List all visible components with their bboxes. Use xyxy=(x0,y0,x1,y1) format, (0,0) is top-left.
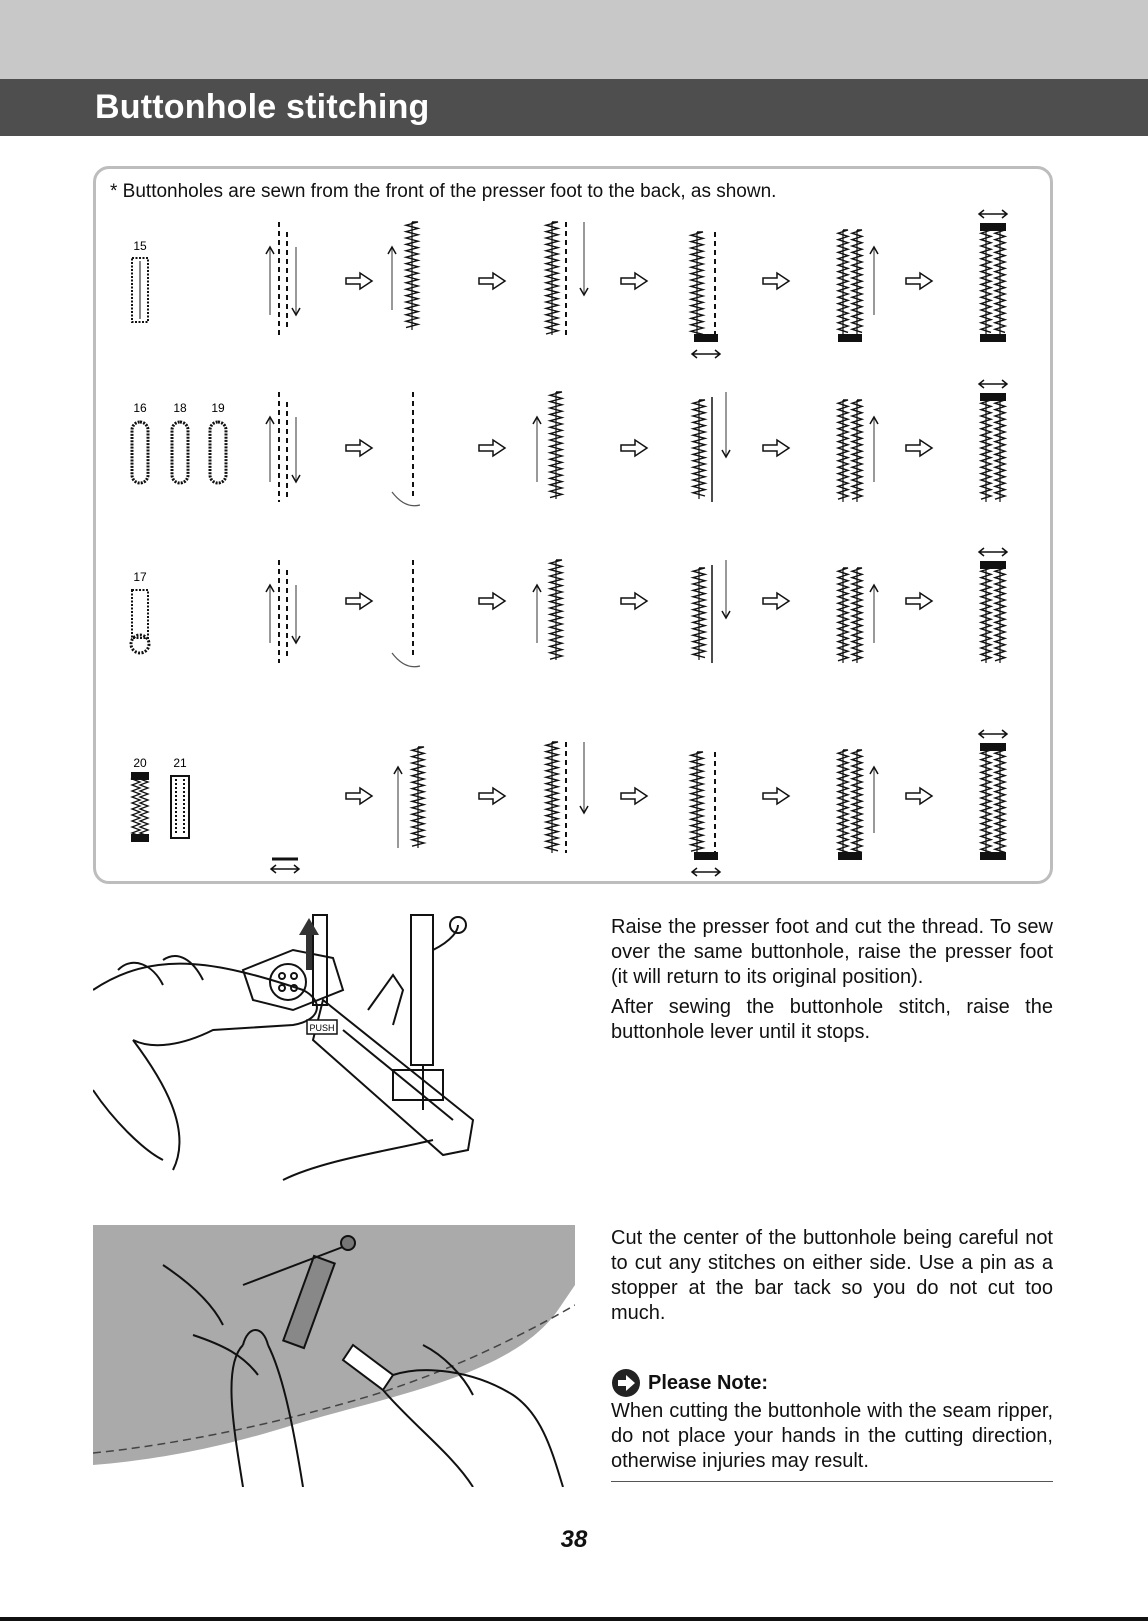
buttonhole-pattern-icon xyxy=(210,422,226,483)
pattern-number: 20 xyxy=(133,756,147,770)
next-step-arrow-icon xyxy=(346,593,372,609)
page-title: Buttonhole stitching xyxy=(95,88,430,126)
pattern-number: 19 xyxy=(211,401,225,415)
paragraph: After sewing the buttonhole stitch, raise the buttonhole lever until it stops. xyxy=(611,996,1053,1043)
buttonhole-pattern-icon xyxy=(132,422,148,483)
push-label: PUSH xyxy=(309,1023,335,1033)
needle-bar xyxy=(411,915,433,1065)
pattern-number: 15 xyxy=(133,239,147,253)
width-arrow-icon xyxy=(979,730,1007,738)
pattern-number: 17 xyxy=(133,570,147,584)
pattern-number: 16 xyxy=(133,401,147,415)
hand xyxy=(93,964,317,1046)
bar-tack xyxy=(838,334,862,342)
bar-tack xyxy=(131,772,149,780)
buttonhole-pattern-icon xyxy=(172,422,188,483)
next-step-arrow-icon xyxy=(346,273,372,289)
next-step-arrow-icon xyxy=(763,593,789,609)
bar-tack xyxy=(980,334,1006,342)
next-step-arrow-icon xyxy=(479,440,505,456)
page-number: 38 xyxy=(560,1526,588,1553)
bar-tack xyxy=(980,852,1006,860)
width-arrow-icon xyxy=(271,865,299,873)
next-step-arrow-icon xyxy=(763,273,789,289)
footer-rule xyxy=(0,1617,1148,1621)
pattern-number: 18 xyxy=(173,401,187,415)
presser-foot-illustration xyxy=(93,910,503,1200)
panel-note: * Buttonholes are sewn from the front of the presser foot to the back, as shown. xyxy=(110,181,777,202)
note-divider xyxy=(611,1481,1053,1482)
up-arrow-icon xyxy=(299,918,319,970)
next-step-arrow-icon xyxy=(906,273,932,289)
next-step-arrow-icon xyxy=(479,273,505,289)
note-heading-text: Please Note: xyxy=(648,1371,769,1394)
buttonhole-pattern-icon xyxy=(171,776,189,838)
pattern-number: 21 xyxy=(173,756,187,770)
next-step-arrow-icon xyxy=(906,440,932,456)
bar-tack xyxy=(838,852,862,860)
curve-arrow xyxy=(392,492,420,506)
note-body: When cutting the buttonhole with the seam ripper, do not place your hands in the cutting direction, otherwise injuries may result. xyxy=(611,1400,1053,1472)
bar-tack xyxy=(694,852,718,860)
next-step-arrow-icon xyxy=(479,788,505,804)
buttonhole-pattern-icon xyxy=(132,590,148,638)
note-heading xyxy=(611,1368,768,1398)
arrow-circle-icon xyxy=(611,1368,641,1398)
width-arrow-icon xyxy=(979,380,1007,388)
fabric xyxy=(93,1225,575,1465)
next-step-arrow-icon xyxy=(621,440,647,456)
next-step-arrow-icon xyxy=(763,788,789,804)
width-arrow-icon xyxy=(692,868,720,876)
next-step-arrow-icon xyxy=(621,273,647,289)
cut-buttonhole-illustration xyxy=(93,1225,575,1487)
paragraph: Raise the presser foot and cut the thread. To sew over the same buttonhole, raise the presser foot (it will return to its original position). xyxy=(611,916,1053,988)
next-step-arrow-icon xyxy=(621,593,647,609)
paragraph: Cut the center of the buttonhole being careful not to cut any stitches on either side. Use a pin as a stopper at the bar tack so you do not cut too much. xyxy=(611,1227,1053,1324)
bar-tack xyxy=(694,334,718,342)
next-step-arrow-icon xyxy=(763,440,789,456)
width-arrow-icon xyxy=(979,210,1007,218)
next-step-arrow-icon xyxy=(906,593,932,609)
width-arrow-icon xyxy=(979,548,1007,556)
next-step-arrow-icon xyxy=(346,788,372,804)
next-step-arrow-icon xyxy=(346,440,372,456)
raise-presser-foot-text xyxy=(611,915,1053,1050)
next-step-arrow-icon xyxy=(479,593,505,609)
bar-tack xyxy=(131,834,149,842)
width-arrow-icon xyxy=(692,350,720,358)
next-step-arrow-icon xyxy=(906,788,932,804)
cut-buttonhole-text xyxy=(611,1226,1053,1331)
curve-arrow xyxy=(392,653,420,667)
next-step-arrow-icon xyxy=(621,788,647,804)
